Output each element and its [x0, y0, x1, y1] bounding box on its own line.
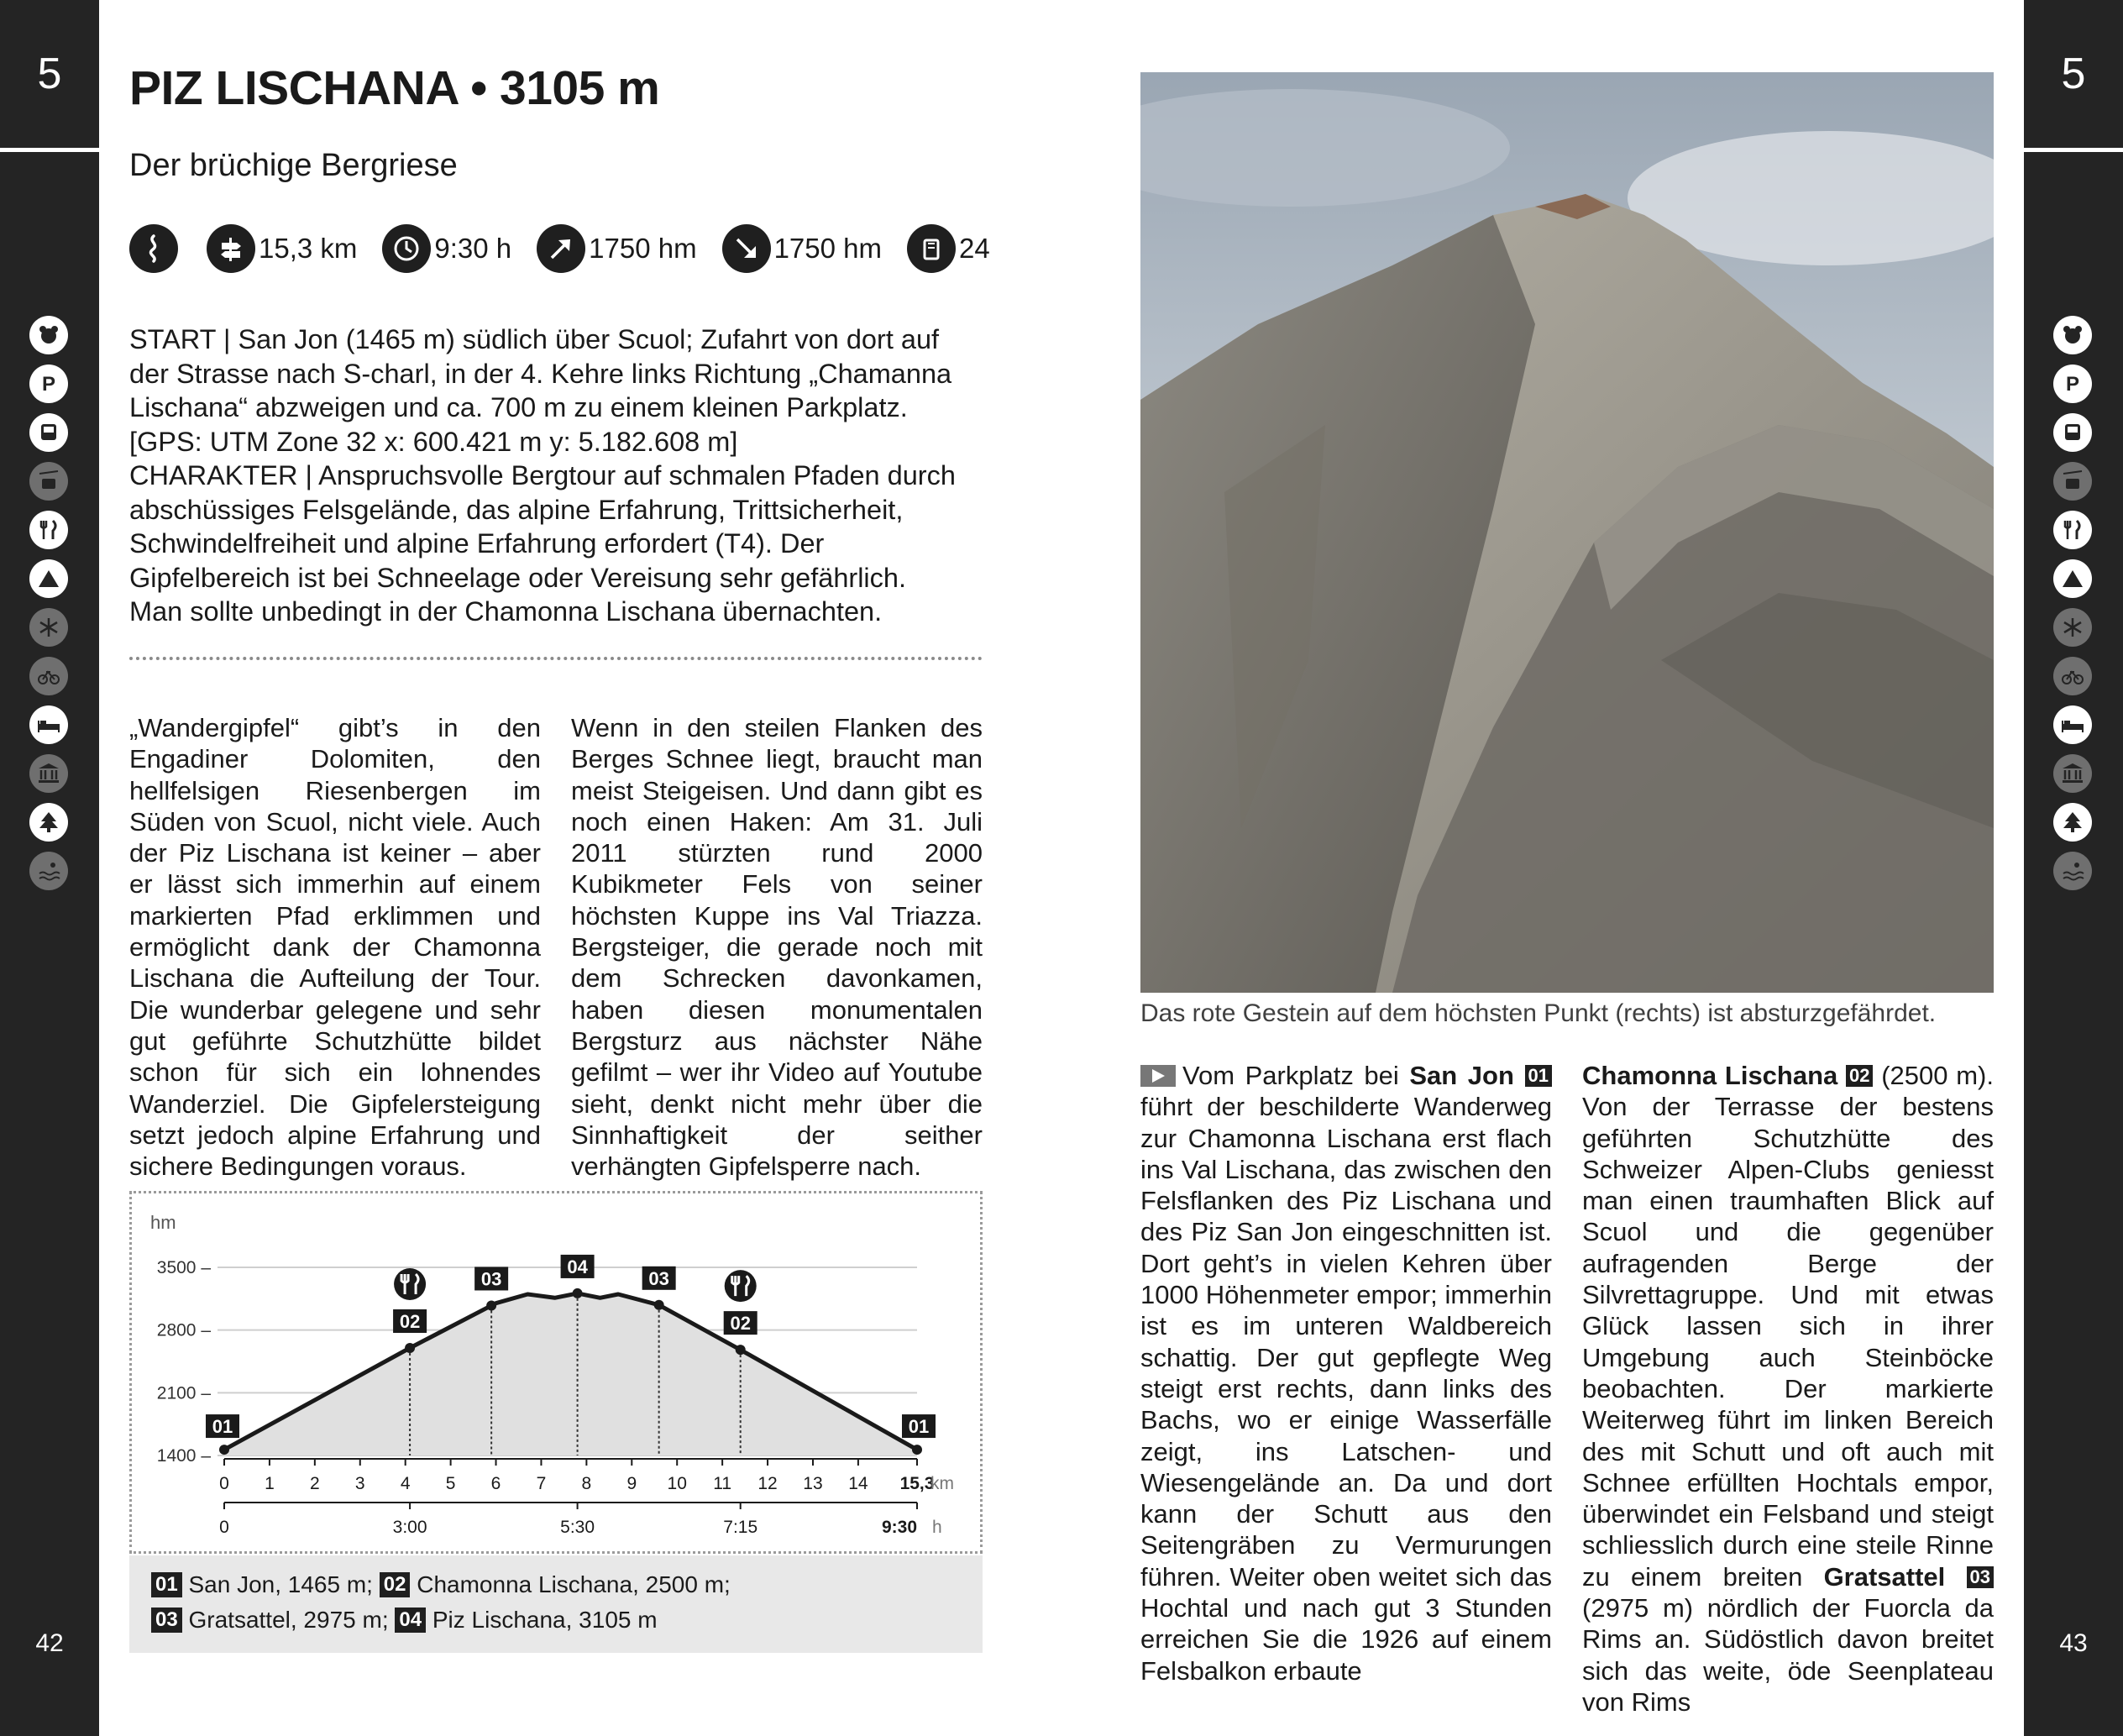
distance-value: 15,3 km — [259, 233, 358, 264]
x-tick-label: 7 — [536, 1474, 547, 1493]
info-line: CHARAKTER | Anspruchsvolle Bergtour auf schmalen Pfaden durch — [129, 460, 956, 490]
waypoint-legend — [129, 1555, 983, 1653]
route-paragraph-1 — [1140, 1060, 1552, 1686]
x-tick-label: 1 — [265, 1474, 275, 1493]
route-text: (2975 m) nördlich der Fuorcla da Rims an. Südöstlich davon breitet sich das weite, öde Seenplateau von Rims — [1582, 1593, 1994, 1717]
legend-label: Gratsattel, 2975 m; — [188, 1607, 389, 1633]
summit-icon — [2053, 559, 2092, 598]
info-line: Gipfelbereich ist bei Schneelage oder Vereisung sehr gefährlich. — [129, 562, 907, 593]
clock-icon — [382, 224, 431, 273]
swimming-icon — [29, 852, 68, 890]
svg-text:P: P — [41, 373, 56, 396]
y-tick-label: 3500 – — [156, 1258, 211, 1277]
waypoint-label: 01 — [212, 1416, 233, 1438]
duration-stat — [382, 224, 511, 273]
waypoint-label: 02 — [730, 1313, 751, 1335]
restaurant-icon — [394, 1268, 426, 1300]
cable-car-icon — [29, 462, 68, 501]
waypoint-badge: 02 — [1846, 1065, 1873, 1087]
chapter-tab-left: 5 — [0, 0, 99, 152]
snowflake-icon — [29, 608, 68, 647]
time-tick-label: 5:30 — [560, 1518, 595, 1537]
place-name: Gratsattel — [1823, 1561, 1946, 1592]
descent-stat — [722, 224, 882, 273]
signpost-icon — [207, 224, 255, 273]
waypoint-dot — [654, 1300, 664, 1310]
mountain-photo — [1140, 72, 1994, 993]
intro-paragraph-2: Wenn in den steilen Flanken des Berges Schnee liegt, braucht man meist Steigeisen. Und dann gibt es noch einen Haken: Am 31. Juli 2011 stürzten rund 2000 Kubikmeter Fels von seiner höchsten Kuppe ins Val Triazza. Bergsteiger, die gerade noch mit dem Schrecken davonkamen, haben diesen monumentalen Bergsturz aus nächster Nähe gefilmt – wer ihr Video auf Youtube sieht, denkt nicht mehr über die Sinnhaftigkeit der seither verhängten Gipfelsperre nach. — [571, 713, 983, 1182]
info-line: [GPS: UTM Zone 32 x: 600.421 m y: 5.182.608 m] — [129, 426, 738, 457]
right-icon-column — [2053, 316, 2094, 900]
left-sidebar — [0, 0, 99, 1736]
intro-column-2 — [571, 712, 983, 1182]
x-tick-label: 14 — [848, 1474, 868, 1493]
x-tick-label: 11 — [713, 1474, 732, 1493]
bear-icon — [2053, 316, 2092, 354]
y-axis-label: hm — [150, 1212, 176, 1233]
info-line: START | San Jon (1465 m) südlich über Scuol; Zufahrt von dort auf — [129, 324, 940, 354]
waypoint-label: 01 — [908, 1416, 930, 1438]
swimming-icon — [2053, 852, 2092, 890]
time-tick-label: 7:15 — [723, 1518, 758, 1537]
ascent-stat — [537, 224, 696, 273]
cable-car-icon — [2053, 462, 2092, 501]
intro-paragraph-1: „Wandergipfel“ gibt’s in den Engadiner Dolomiten, den hellfelsigen Riesenbergen im Süden von Scuol, nicht viele. Auch der Piz Lischana ist keiner – aber er lässt sich immerhin auf einem markierten Pfad erklimmen und ermöglicht dank der Chamonna Lischana die Aufteilung der Tour. Die wunderbar gelegene und sehr gut geführte Schutzhütte bildet schon für sich ein lohnendes Wanderziel. Die Gipfelersteigung setzt jedoch alpine Erfahrung und sichere Bedingungen voraus. — [129, 713, 541, 1182]
bike-icon — [2053, 657, 2092, 695]
restaurant-icon — [29, 511, 68, 549]
bike-icon — [29, 657, 68, 695]
x-tick-label: 6 — [490, 1474, 501, 1493]
x-tick-label: 4 — [400, 1474, 411, 1493]
waypoint-dot — [486, 1300, 496, 1310]
parking-icon — [29, 365, 68, 403]
photo-caption: Das rote Gestein auf dem höchsten Punkt (rechts) ist absturzgefährdet. — [1140, 999, 1937, 1027]
info-line: Lischana“ abzweigen und ca. 700 m zu einem kleinen Parkplatz. — [129, 392, 908, 422]
tour-stats — [129, 223, 1015, 274]
waypoint-badge: 03 — [151, 1608, 182, 1633]
elevation-chart — [132, 1193, 980, 1551]
y-tick-label: 1400 – — [156, 1446, 211, 1466]
ascent-value: 1750 hm — [589, 233, 697, 264]
place-name: Chamonna Lischana — [1582, 1061, 1838, 1090]
tree-icon — [2053, 803, 2092, 842]
museum-icon — [2053, 754, 2092, 793]
mountain-illustration — [1140, 72, 1994, 993]
waypoint-badge: 01 — [1525, 1065, 1552, 1087]
waypoint-label: 03 — [648, 1267, 669, 1289]
waypoint-dot — [912, 1445, 922, 1455]
legend-label: Piz Lischana, 3105 m — [432, 1607, 658, 1633]
time-tick-label: 0 — [219, 1518, 229, 1537]
arrow-down-right-icon — [722, 224, 771, 273]
x-tick-label: 9 — [626, 1474, 637, 1493]
tree-icon — [29, 803, 68, 842]
x-tick-label: 0 — [219, 1474, 229, 1493]
x-tick-label: 8 — [581, 1474, 592, 1493]
time-axis-unit: h — [932, 1518, 942, 1537]
x-tick-label: 3 — [354, 1474, 365, 1493]
waypoint-label: 03 — [480, 1268, 502, 1290]
duration-value: 9:30 h — [434, 233, 512, 264]
intro-column-1 — [129, 712, 541, 1182]
elevation-area — [224, 1293, 917, 1455]
elevation-profile — [129, 1191, 983, 1554]
page-number-left: 42 — [35, 1629, 64, 1657]
waypoint-label: 04 — [567, 1256, 588, 1277]
waypoint-badge: 03 — [1967, 1566, 1994, 1588]
tour-info-box — [129, 323, 983, 629]
page-number-right: 43 — [2059, 1629, 2088, 1657]
route-text: Vom Parkplatz bei — [1182, 1061, 1410, 1090]
restaurant-icon — [2053, 511, 2092, 549]
y-tick-label: 2100 – — [156, 1383, 211, 1403]
bear-icon — [29, 316, 68, 354]
route-text: (2500 m). Von der Terrasse der bestens geführten Schutzhütte des Schweizer Alpen-Clubs geniesst man einen traumhaften Blick auf Scuol und die gegenüber aufragenden Berge der Silvrettagruppe. Und mit etwas Glück lassen sich in ihrer Umgebung auch Steinböcke beobachten. Der markierte Weiterweg führt im linken Bereich des mit Schutt und oft auch mit Schnee erfüllten Hochtals empor, überwindet ein Felsband und steigt schliesslich durch eine steile Rinne zu einem breiten — [1582, 1061, 1994, 1592]
time-tick-label: 3:00 — [392, 1518, 427, 1537]
route-column-2 — [1582, 1060, 1994, 1718]
waypoint-dot — [405, 1343, 415, 1353]
bed-icon — [29, 705, 68, 744]
difficulty-stat — [129, 224, 181, 273]
x-tick-label: 12 — [757, 1474, 778, 1493]
x-axis-unit: km — [930, 1474, 954, 1493]
waypoint-badge: 04 — [395, 1608, 426, 1633]
summit-icon — [29, 559, 68, 598]
snowflake-icon — [2053, 608, 2092, 647]
time-tick-label: 9:30 — [881, 1518, 917, 1537]
restaurant-icon — [725, 1270, 757, 1302]
descent-value: 1750 hm — [773, 233, 883, 264]
waypoint-dot — [219, 1445, 229, 1455]
waypoint-dot — [736, 1345, 746, 1355]
legend-label: San Jon, 1465 m; — [188, 1571, 373, 1597]
distance-stat — [207, 224, 357, 273]
right-sidebar — [2024, 0, 2123, 1736]
waypoint-dot — [573, 1288, 583, 1298]
waypoint-badge: 02 — [380, 1572, 411, 1597]
waypoint-badge: 01 — [151, 1572, 182, 1597]
trail-icon — [129, 224, 178, 273]
bus-icon — [29, 413, 68, 452]
info-line: Schwindelfreiheit und alpine Erfahrung erfordert (T4). Der — [129, 528, 825, 559]
map-stat — [907, 224, 990, 273]
svg-text:P: P — [2065, 373, 2080, 396]
bed-icon — [2053, 705, 2092, 744]
x-tick-label: 15,3 — [899, 1474, 935, 1493]
map-icon — [907, 224, 956, 273]
dotted-divider — [129, 657, 983, 660]
chapter-tab-right: 5 — [2024, 0, 2123, 152]
route-column-1 — [1140, 1060, 1552, 1686]
route-paragraph-2 — [1582, 1060, 1994, 1718]
parking-icon — [2053, 365, 2092, 403]
page-title: PIZ LISCHANA • 3105 m — [129, 61, 660, 115]
info-line: Man sollte unbedingt in der Chamonna Lischana übernachten. — [129, 596, 883, 627]
page-subtitle: Der brüchige Bergriese — [129, 148, 458, 183]
museum-icon — [29, 754, 68, 793]
x-tick-label: 2 — [309, 1474, 320, 1493]
left-icon-column — [29, 316, 70, 900]
info-line: der Strasse nach S-charl, in der 4. Kehre links Richtung „Chamanna — [129, 358, 952, 389]
arrow-up-right-icon — [537, 224, 585, 273]
y-tick-label: 2800 – — [156, 1320, 211, 1340]
waypoint-label: 02 — [399, 1311, 421, 1332]
x-tick-label: 5 — [445, 1474, 456, 1493]
x-tick-label: 13 — [803, 1474, 823, 1493]
bus-icon — [2053, 413, 2092, 452]
x-tick-label: 10 — [667, 1474, 687, 1493]
play-icon — [1140, 1065, 1176, 1087]
map-value: 24 — [959, 233, 990, 264]
info-line: abschüssiges Felsgelände, das alpine Erfahrung, Trittsicherheit, — [129, 494, 904, 525]
place-name: San Jon — [1409, 1061, 1514, 1090]
route-text: führt der beschilderte Wanderweg zur Chamonna Lischana erst flach ins Val Lischana, das zwischen den Felsflanken des Piz Lischana und des Piz San Jon eingeschnitten ist. Dort geht’s in vielen Kehren über 1000 Höhenmeter empor; immerhin ist es im unteren Waldbereich schattig. Der gut gepflegte Weg steigt erst rechts, dann links des Bachs, wo er einige Wasserfälle zeigt, ins Latschen- und Wiesengelände an. Da und dort kann der Schutt aus den Seitengräben zu Vermurungen führen. Weiter oben weitet sich das Hochtal und nach gut 3 Stunden erreichen Sie die 1926 auf einem Felsbalkon erbaute — [1140, 1092, 1552, 1686]
legend-label: Chamonna Lischana, 2500 m; — [417, 1571, 731, 1597]
